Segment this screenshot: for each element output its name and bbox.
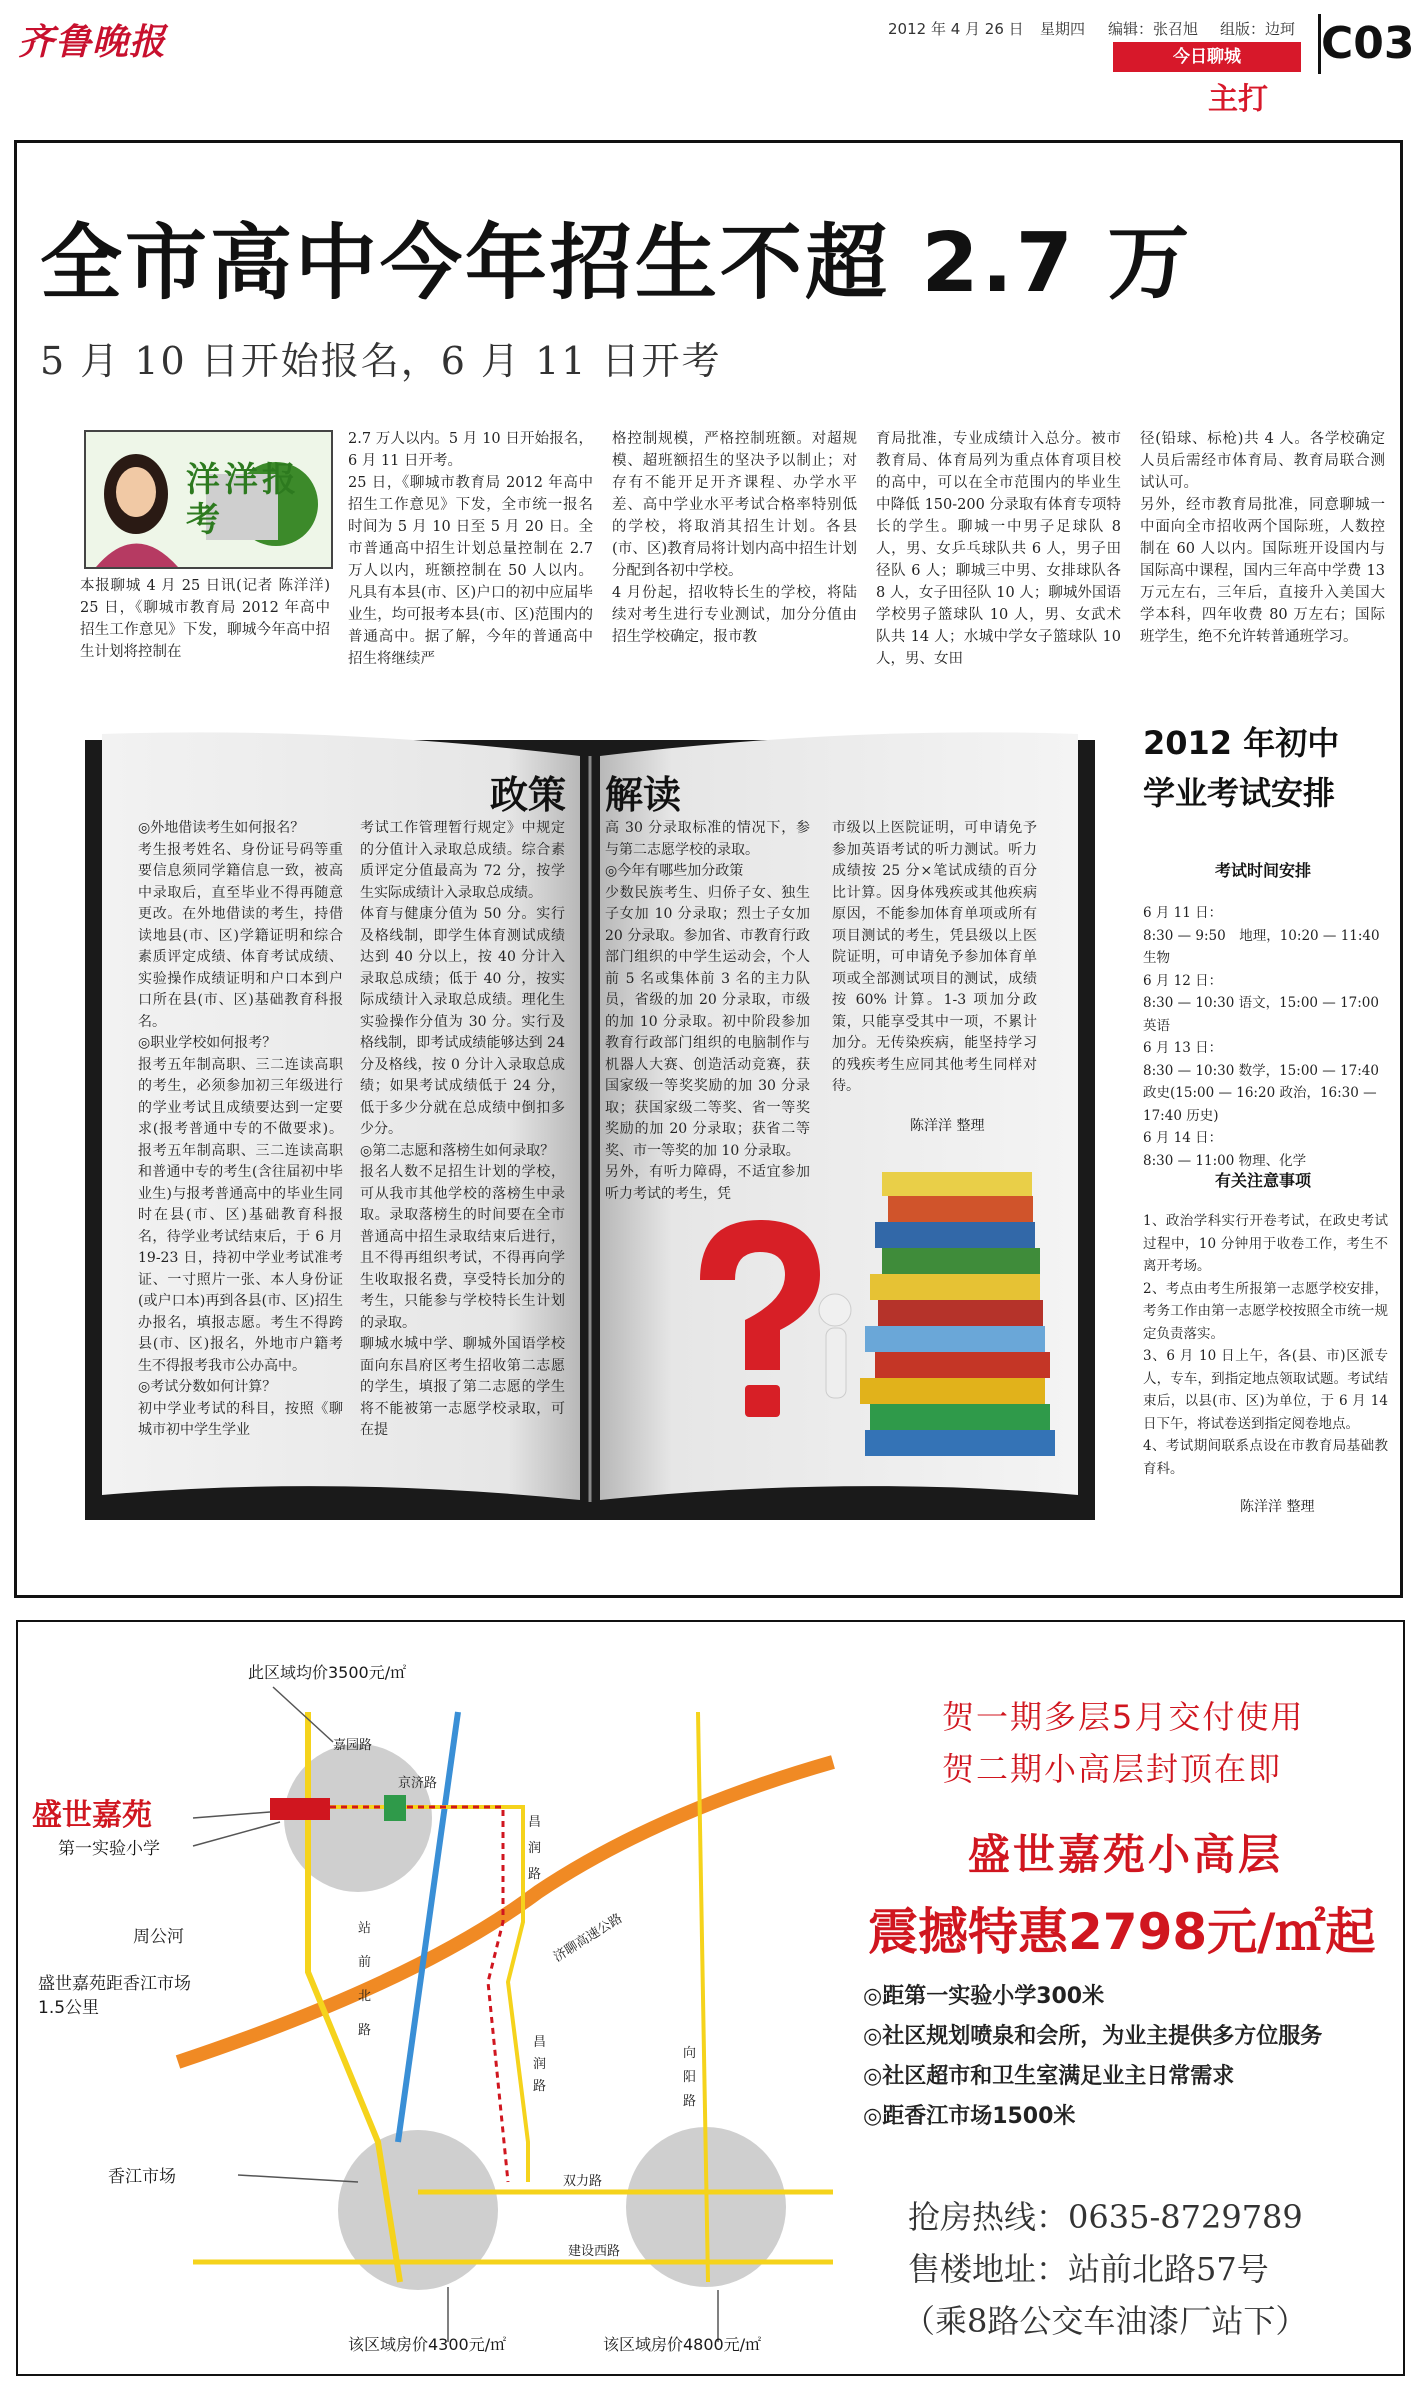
article-column-4: 育局批准，专业成绩计入总分。被市教育局、体育局列为重点体育项目校的高中，可以在全市范围内的毕业生中降低 150-200 分录取有体育专项特长的学生。聊城一中男子足球队 8 人，男、女乒乓球队共 6 人，男子田径队 6 人；聊城三中男、女排球队各 8 人，女子田径队 10 人；聊城外国语学校男子篮球队 10 人，男、女武术队共 14 人；水城中学女子篮球队 10 人，男、女田 <box>876 431 1121 667</box>
page-number: C03 <box>1318 14 1413 74</box>
policy-column-2: 考试工作管理暂行规定》中规定的分值计入录取总成绩。综合素质评定分值最高为 72 分，按学生实际成绩计入录取总成绩。 体育与健康分值为 50 分。实行及格线制，即学生体育测试成绩达到 40 分以上，按 40 分计入录取总成绩；低于 40 分，按实际成绩计入录取总成绩。理化生实验操作分值为 30 分。实行及格线制，即考试成绩能够达到 24 分及格线，按 0 分计入录取总成绩；如果考试成绩低于 24 分，低于多少分就在总成绩中倒扣多少分。 ◎第二志愿和落榜生如何录取？ 报名人数不足招生计划的学校，可从我市其他学校的落榜生中录取。录取落榜生的时间要在全市普通高中招生录取结束后进行，且不得再组织考试，不得再向学生收取报名费，享受特长加分的考生，只能参与学校特长生计划的录取。 聊城水城中学、聊城外国语学校面向东昌府区考生招收第二志愿的学生，填报了第二志愿的学生将不能被第一志愿学校录取，可在提 <box>360 820 565 1438</box>
ad-hotline: 抢房热线：0635-8729789 <box>908 2198 1303 2236</box>
ad-address: 售楼地址：站前北路57号 <box>908 2250 1269 2288</box>
section-tag: 主打 <box>1208 82 1268 117</box>
policy-book <box>80 730 1100 1530</box>
article-column-5: 径(铅球、标枪)共 4 人。各学校确定人员后需经市体育局、教育局联合测试认可。 另外，经市教育局批准，同意聊城一中面向全市招收两个国际班，人数控制在 60 人以内。国际班开设国内与国际高中课程，国内三年高中学费 13 万元左右，三年后，直接升入美国大学本科，四年收费 80 万左右；国际班学生，绝不允许转普通班学习。 <box>1140 431 1385 645</box>
road-changrun-label: 昌润路 <box>528 1815 542 1882</box>
road-changrun2-label: 昌润路 <box>533 2035 547 2094</box>
policy-title-left: 政策 <box>490 773 567 817</box>
ad-price-offer: 震撼特惠2798元/㎡起 <box>868 1903 1376 1961</box>
issue-weekday: 星期四 <box>1040 20 1086 38</box>
feature-item: ◎距第一实验小学300米 <box>863 1984 1105 2009</box>
policy-column-4: 市级以上医院证明，可申请免予参加英语考试的听力测试。听力成绩按 25 分×笔试成绩的百分比计算。因身体残疾或其他疾病原因，不能参加体育单项或所有项目测试的考生，凭县级以上医院证明，可申请免予参加体育单项或全部测试项目的测试，成绩按 60% 计算。1-3 项加分政策，只能享受其中一项，不累计加分。无传染疾病，能坚持学习的残疾考生应同其他考生同样对待。 <box>832 820 1037 1094</box>
ad-bus: （乘8路公交车油漆厂站下） <box>903 2302 1308 2340</box>
frame-left <box>14 143 17 1598</box>
ad-product: 盛世嘉苑小高层 <box>968 1830 1284 1879</box>
header-rule <box>14 140 1403 143</box>
article-bottom-rule <box>14 1595 1403 1598</box>
frame-right <box>1400 143 1403 1598</box>
real-estate-ad <box>16 1620 1405 2376</box>
columnist-tag-label: 洋洋报考 <box>186 460 300 540</box>
school-label: 第一实验小学 <box>58 1839 160 1859</box>
columnist-badge <box>84 430 333 569</box>
feature-item: ◎距香江市场1500米 <box>863 2104 1076 2129</box>
road-jingji-label: 京济路 <box>398 1776 438 1791</box>
notes-heading: 有关注意事项 <box>1214 1171 1311 1190</box>
feature-item: ◎社区规划喷泉和会所，为业主提供多方位服务 <box>863 2024 1323 2049</box>
price-label-right: 该区域房价4800元/㎡ <box>603 2335 762 2354</box>
books-question-illustration <box>620 1160 1060 1480</box>
project-map-label: 盛世嘉苑 <box>32 1798 152 1833</box>
article-column-2: 2.7 万人以内。5 月 10 日开始报名，6 月 11 日开考。 25 日，《聊城市教育局 2012 年高中招生工作意见》下发，全市统一报名时间为 5 月 10 日至 5 月 20 日。全市普通高中招生计划总量控制在 2.7 万人以内，班额控制在 50 人以内。凡具有本县(市、区)户口的初中应届毕业生，均可报考本县(市、区)范围内的普通高中。据了解，今年的普通高中招生将继续严 <box>348 431 593 667</box>
schedule-heading: 考试时间安排 <box>1214 861 1311 880</box>
policy-author: 陈洋洋 整理 <box>910 1118 985 1134</box>
road-xiangyang-label: 向阳路 <box>683 2046 697 2109</box>
headline: 全市高中今年招生不超 2.7 万 <box>40 216 1193 311</box>
road-jiayuan-label: 嘉园路 <box>333 1738 373 1753</box>
subheadline: 5 月 10 日开始报名，6 月 11 日开考 <box>40 339 722 383</box>
ad-line-1: 贺一期多层5月交付使用 <box>942 1698 1305 1736</box>
policy-title-right: 解读 <box>605 773 682 817</box>
exam-title-line1: 2012 年初中 <box>1143 724 1340 762</box>
schedule-text: 6 月 11 日： 8:30 — 9:50 地理，10:20 — 11:40 生物 6 月 12 日： 8:30 — 10:30 语文，15:00 — 17:00 英语 6 月 13 日： 8:30 — 10:30 数学，15:00 — 17:40 政史(15:00 — 16:20 政治，16:30 — 17:40 历史) 6 月 14 日： 8:30 — 11:00 物理、化学 <box>1143 905 1380 1169</box>
issue-date: 2012 年 4 月 26 日 <box>888 20 1024 38</box>
price-label-left: 该区域房价4300元/㎡ <box>348 2335 507 2354</box>
exam-author: 陈洋洋 整理 <box>1240 1499 1315 1515</box>
road-jianshe-label: 建设西路 <box>568 2244 621 2259</box>
price-label-top: 此区域均价3500元/㎡ <box>248 1663 407 1682</box>
editor-credit: 编辑：张召旭 <box>1108 20 1199 38</box>
newspaper-logo: 齐鲁晚报 <box>18 21 167 63</box>
road-jiliao-label: 济聊高速公路 <box>551 1911 626 1966</box>
feature-item: ◎社区超市和卫生室满足业主日常需求 <box>863 2064 1235 2089</box>
article-column-3: 格控制规模，严格控制班额。对超规模、超班额招生的坚决予以制止；对存有不能开足开齐课程、办学水平差、高中学业水平考试合格率特别低的学校，将取消其招生计划。各县(市、区)教育局将计划内高中招生计划分配到各初中学校。 4 月份起，招收特长生的学校，将陆续对考生进行专业测试，加分分值由招生学校确定，报市教 <box>612 431 857 645</box>
ad-features <box>863 1977 1322 2137</box>
river-label: 周公河 <box>133 1927 184 1947</box>
ad-line-2: 贺二期小高层封顶在即 <box>942 1750 1283 1788</box>
layout-credit: 组版：边珂 <box>1220 20 1296 38</box>
exam-title-line2: 学业考试安排 <box>1143 774 1336 812</box>
road-shuangli-label: 双力路 <box>563 2174 603 2189</box>
policy-column-3: 高 30 分录取标准的情况下，参与第二志愿学校的录取。 ◎今年有哪些加分政策 少数民族考生、归侨子女、独生子女加 10 分录取；烈士子女加 20 分录取。参加省、市教育行政部门组织的中学生运动会，个人前 5 名或集体前 3 名的主力队员，省级的加 20 分录取，市级的加 10 分录取。初中阶段参加教育行政部门组织的电脑制作与机器人大赛、创造活动竞赛，获国家级一等奖奖励的加 30 分录取；获国家级二等奖、省一等奖奖励的加 20 分录取；获省二等奖、市一等奖的加 10 分录取。 另外，有听力障碍，不适宜参加听力考试的考生，凭 <box>605 820 810 1202</box>
market-label: 香江市场 <box>108 2167 176 2187</box>
road-zhanqian-label: 站前北路 <box>358 1921 372 2038</box>
distance-label: 盛世嘉苑距香江市场1.5公里 <box>38 1974 191 2018</box>
channel-badge: 今日聊城 <box>1113 42 1301 72</box>
notes-text: 1、政治学科实行开卷考试，在政史考试过程中，10 分钟用于收卷工作，考生不离开考场。 2、考点由考生所报第一志愿学校安排，考务工作由第一志愿学校按照全市统一规定负责落实。 3、6 月 10 日上午，各(县、市)区派专人，专车，到指定地点领取试题。考试结束后，以县(市、区)为单位，于 6 月 14 日下午，将试卷送到指定阅卷地点。 4、考试期间联系点设在市教育局基础教育科。 <box>1143 1213 1388 1477</box>
policy-column-1: ◎外地借读考生如何报名？ 考生报考姓名、身份证号码等重要信息须同学籍信息一致，被高中录取后，直至毕业不得再随意更改。在外地借读的考生，持借读地县(市、区)学籍证明和综合素质评定成绩、体育考试成绩、实验操作成绩证明和户口本到户口所在县(市、区)基础教育科报名。 ◎职业学校如何报考？ 报考五年制高职、三二连读高职的考生，必须参加初三年级进行的学业考试且成绩要达到一定要求(报考普通中专的不做要求)。报考五年制高职、三二连读高职和普通中专的考生(含往届初中毕业生)与报考普通高中的毕业生同时在县(市、区)基础教育科报名，待学业考试结束后，于 6 月 19-23 日，持初中学业考试准考证、一寸照片一张、本人身份证(或户口本)再到各县(市、区)招生办报名，填报志愿。考生不得跨县(市、区)报名，外地市户籍考生不得报考我市公办高中。 ◎考试分数如何计算？ 初中学业考试的科目，按照《聊城市初中学生学业 <box>138 820 343 1438</box>
article-column-1: 本报聊城 4 月 25 日讯(记者 陈洋洋) 25 日，《聊城市教育局 2012 年高中招生工作意见》下发，聊城今年高中招生计划将控制在 <box>80 578 330 660</box>
